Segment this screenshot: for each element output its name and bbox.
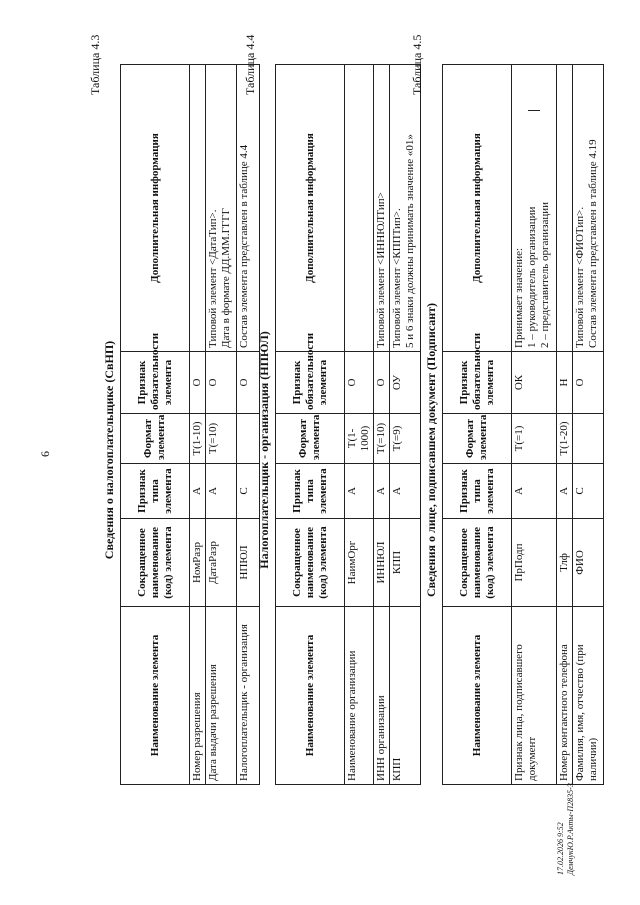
cell-required: ОУ [390,352,421,414]
column-header: Дополнительная информация [443,65,512,352]
table-header-row [443,65,512,785]
cell-info [573,65,604,352]
column-header: Формат элемента [443,414,512,464]
cell-info [512,65,557,352]
cell-type: А [390,464,421,519]
print-stamp [556,783,576,875]
cell-type: А [190,464,206,519]
info-line: 1 – руководитель организации [526,206,538,348]
table-number: Таблица 4.4 [243,34,257,95]
cell-format: Т(1-20) [557,414,573,464]
cell-name: Фамилия, имя, отчество (при наличии) [573,607,604,785]
cell-format: Т(=10) [206,414,237,464]
column-header: Признак типа элемента [121,464,190,519]
page-number: 6 [38,451,52,457]
cell-info [206,65,237,352]
table-row [390,65,421,785]
cell-type: А [557,464,573,519]
info-line: Типовой элемент <ФИОТип>. [574,206,586,348]
table-row [206,65,237,785]
cell-type: А [206,464,237,519]
cell-format: Т(1-1000) [345,414,374,464]
cell-info: Состав элемента представлен в таблице 4.4 [237,65,260,352]
cell-code: Тлф [557,519,573,607]
cell-code: ФИО [573,519,604,607]
cell-code: ИННЮЛ [374,519,390,607]
cell-name: Номер разрешения [190,607,206,785]
cell-required: ОК [512,352,557,414]
cell-type: А [345,464,374,519]
info-line: Типовой элемент <КППТип>. [391,208,403,348]
cell-format: Т(=10) [374,414,390,464]
print-stamp-date: 17.02.2026 9:52 [556,822,565,875]
column-header: Наименование элемента [121,607,190,785]
cell-code: НомРазр [190,519,206,607]
table-number: Таблица 4.3 [88,34,102,95]
cell-type: А [512,464,557,519]
table-row [190,65,206,785]
cell-required: О [190,352,206,414]
column-header: Признак типа элемента [443,464,512,519]
info-line: Принимает значение: [513,247,525,348]
table-title: Сведения о лице, подписавшем документ (Подписант) [424,302,438,598]
table-row [374,65,390,785]
table-svnp [120,64,260,785]
table-npyul [275,64,421,785]
table-header-row [276,65,345,785]
cell-required: О [345,352,374,414]
table-podpisant [442,64,604,785]
table-title: Налогоплательщик - организация (НПЮЛ) [257,331,271,569]
info-line: Дата в формате ДД.ММ.ГГГГ [220,207,232,348]
cell-info [190,65,206,352]
column-header: Признак обязательности элемента [443,352,512,414]
column-header: Признак типа элемента [276,464,345,519]
cell-required: Н [557,352,573,414]
cell-code: НПЮЛ [237,519,260,607]
cell-info [557,65,573,352]
cell-code: НаимОрг [345,519,374,607]
column-header: Дополнительная информация [121,65,190,352]
cell-type: С [237,464,260,519]
cell-code: ДатаРазр [206,519,237,607]
column-header: Дополнительная информация [276,65,345,352]
cell-format: Т(=1) [512,414,557,464]
print-stamp-id: ДемчукЮ.Р.Акты-П2835-3 [566,783,575,875]
column-header: Формат элемента [276,414,345,464]
cell-name: Наименование организации [345,607,374,785]
info-line: Типовой элемент <ДатаТип>. [207,209,219,348]
column-header: Признак обязательности элемента [276,352,345,414]
column-header: Сокращенное наименование (код) элемента [443,519,512,607]
cell-name: Дата выдачи разрешения [206,607,237,785]
cell-required: О [573,352,604,414]
table-number: Таблица 4.5 [410,34,424,95]
info-line: 5 и 6 знаки должны принимать значение «01» [404,134,416,348]
cell-name: Номер контактного телефона [557,607,573,785]
column-header: Сокращенное наименование (код) элемента [121,519,190,607]
cell-format: Т(=9) [390,414,421,464]
cell-name: ИНН организации [374,607,390,785]
cell-name: КПП [390,607,421,785]
cell-required: О [374,352,390,414]
table-row [573,65,604,785]
table-row [345,65,374,785]
cell-type: А [374,464,390,519]
column-header: Формат элемента [121,414,190,464]
table-header-row [121,65,190,785]
cell-info [345,65,374,352]
cell-code: ПрПодп [512,519,557,607]
cell-name: Признак лица, подписавшего документ [512,607,557,785]
cell-required: О [237,352,260,414]
column-header: Признак обязательности элемента [121,352,190,414]
table-row [557,65,573,785]
cell-type: С [573,464,604,519]
table-row [512,65,557,785]
stray-mark [528,110,540,111]
cell-info: Типовой элемент <ИННЮЛТип> [374,65,390,352]
info-line: 2 – представитель организации [539,201,551,348]
column-header: Наименование элемента [443,607,512,785]
info-line: Состав элемента представлен в таблице 4.19 [587,139,599,348]
cell-name: Налогоплательщик - организация [237,607,260,785]
cell-code: КПП [390,519,421,607]
column-header: Сокращенное наименование (код) элемента [276,519,345,607]
cell-format [573,414,604,464]
cell-required: О [206,352,237,414]
cell-info [390,65,421,352]
column-header: Наименование элемента [276,607,345,785]
cell-format: Т(1-10) [190,414,206,464]
table-title: Сведения о налогоплательщике (СвНП) [102,340,116,560]
